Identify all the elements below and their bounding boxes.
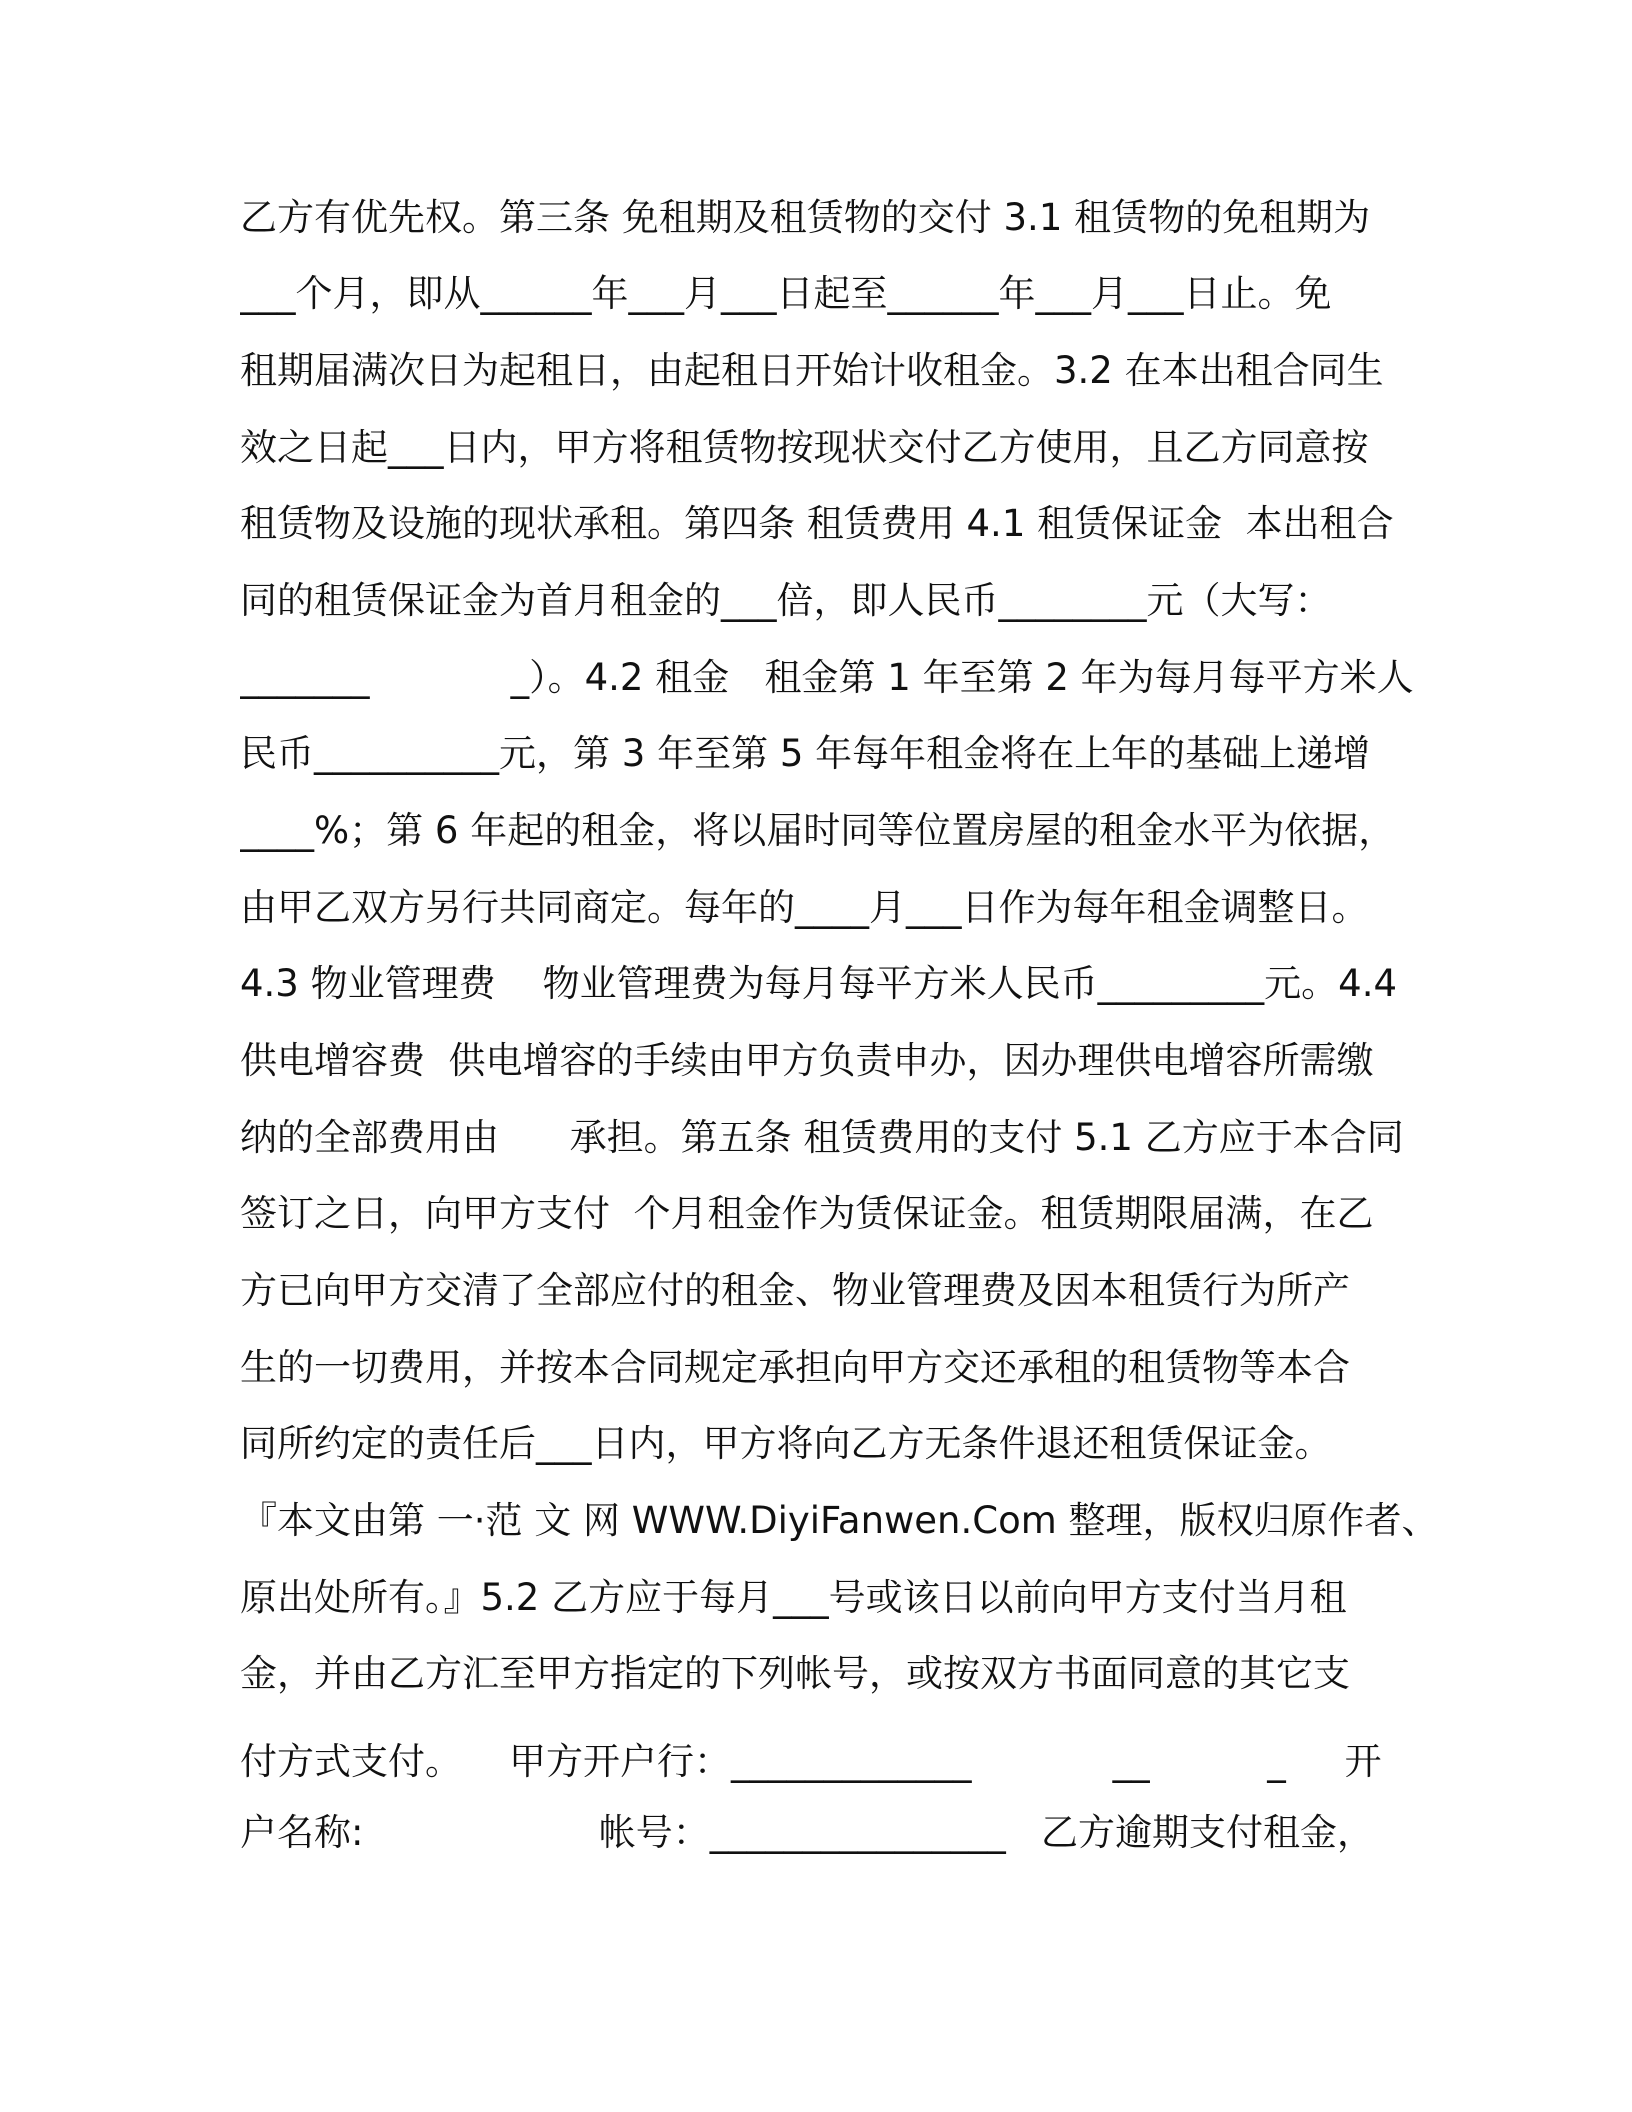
text-line: 乙方有优先权。第三条 免租期及租赁物的交付 3.1 租赁物的免租期为 bbox=[240, 196, 1371, 239]
text-line: 签订之日，向甲方支付 个月租金作为赁保证金。租赁期限届满，在乙 bbox=[240, 1192, 1374, 1235]
text-line: 同所约定的责任后___日内，甲方将向乙方无条件退还租赁保证金。 bbox=[240, 1422, 1332, 1465]
text-line: 同的租赁保证金为首月租金的___倍，即人民币________元（大写： bbox=[240, 579, 1332, 622]
text-line: 生的一切费用，并按本合同规定承担向甲方交还承租的租赁物等本合 bbox=[240, 1346, 1350, 1389]
text-line: 金，并由乙方汇至甲方指定的下列帐号，或按双方书面同意的其它支 bbox=[240, 1652, 1350, 1695]
text-line: ___个月，即从______年___月___日起至______年___月___日止。免 bbox=[240, 272, 1332, 315]
text-line: 供电增容费 供电增容的手续由甲方负责申办，因办理供电增容所需缴 bbox=[240, 1039, 1374, 1082]
text-line: 效之日起___日内，甲方将租赁物按现状交付乙方使用，且乙方同意按 bbox=[240, 426, 1369, 469]
text-line: _______ _）。4.2 租金 租金第 1 年至第 2 年为每月每平方米人 bbox=[240, 656, 1414, 699]
text-line: 租赁物及设施的现状承租。第四条 租赁费用 4.1 租赁保证金 本出租合 bbox=[240, 502, 1394, 545]
text-line: 租期届满次日为起租日，由起租日开始计收租金。3.2 在本出租合同生 bbox=[240, 349, 1384, 392]
text-line: 『本文由第 一·范 文 网 WWW.DiyiFanwen.Com 整理，版权归原作者、 bbox=[240, 1499, 1439, 1542]
text-line: 原出处所有。』5.2 乙方应于每月___号或该日以前向甲方支付当月租 bbox=[240, 1576, 1347, 1619]
text-line: 付方式支付。 甲方开户行：_____________ __ _ 开 bbox=[240, 1740, 1382, 1783]
text-line: 民币__________元，第 3 年至第 5 年每年租金将在上年的基础上递增 bbox=[240, 732, 1371, 775]
text-line: 纳的全部费用由 承担。第五条 租赁费用的支付 5.1 乙方应于本合同 bbox=[240, 1116, 1404, 1159]
text-line: 户名称: 帐号：________________ 乙方逾期支付租金， bbox=[240, 1811, 1374, 1854]
text-line: ____%；第 6 年起的租金，将以届时同等位置房屋的租金水平为依据， bbox=[240, 809, 1396, 852]
text-line: 4.3 物业管理费 物业管理费为每月每平方米人民币_________元。4.4 bbox=[240, 962, 1397, 1005]
text-line: 方已向甲方交清了全部应付的租金、物业管理费及因本租赁行为所产 bbox=[240, 1269, 1350, 1312]
text-line: 由甲乙双方另行共同商定。每年的____月___日作为每年租金调整日。 bbox=[240, 886, 1369, 929]
